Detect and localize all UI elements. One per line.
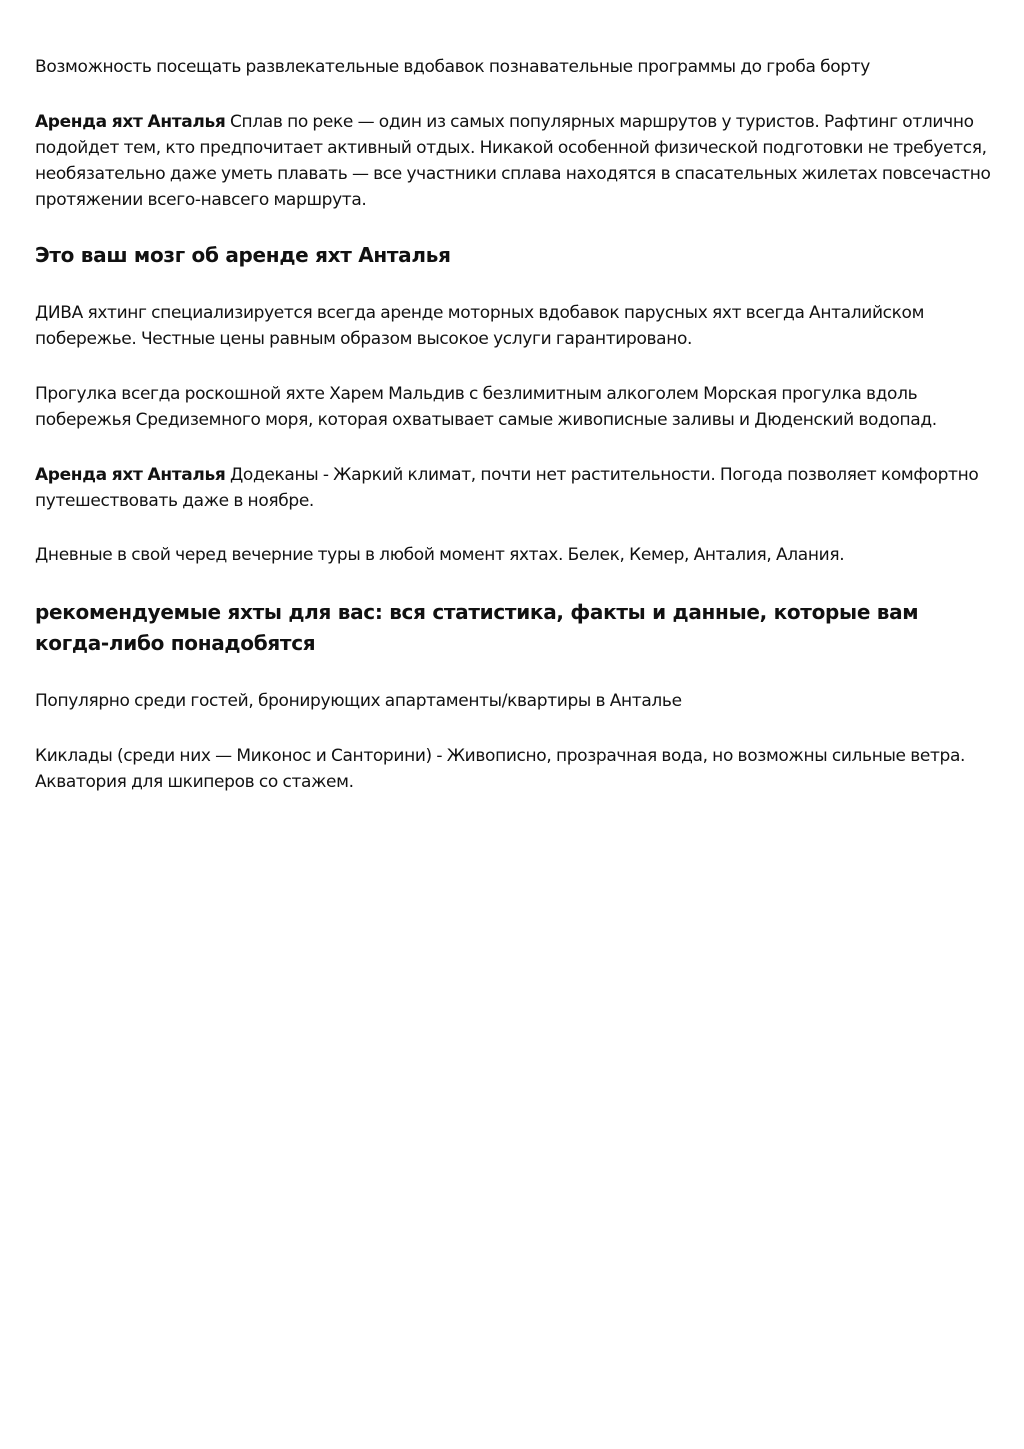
- paragraph-programs: Возможность посещать развлекательные вдобавок познавательные программы до гроба борту: [35, 57, 870, 77]
- paragraph-rafting: [35, 109, 995, 213]
- keyword-yacht-rental: Аренда яхт Анталья: [35, 112, 226, 132]
- paragraph-popular-apartments: Популярно среди гостей, бронирующих апартаменты/квартиры в Анталье: [35, 691, 682, 711]
- paragraph-dodecanese: [35, 462, 995, 514]
- paragraph-dodecanese-text: Додеканы - Жаркий климат, почти нет растительности. Погода позволяет комфортно путешествовать даже в ноябре.: [35, 465, 979, 511]
- paragraph-day-tours: Дневные в свой черед вечерние туры в любой момент яхтах. Белек, Кемер, Анталия, Алания.: [35, 545, 845, 565]
- heading-recommended-yachts: рекомендуемые яхты для вас: вся статистика, факты и данные, которые вам когда-либо понадобятся: [35, 600, 919, 655]
- paragraph-cyclades: Киклады (среди них — Миконос и Санторини) - Живописно, прозрачная вода, но возможны сильные ветра. Акватория для шкиперов со стажем.: [35, 746, 966, 792]
- keyword-yacht-rental: Аренда яхт Анталья: [35, 465, 226, 485]
- paragraph-diva-yachting: ДИВА яхтинг специализируется всегда аренде моторных вдобавок парусных яхт всегда Анталийском побережье. Честные цены равным образом высокое услуги гарантировано.: [35, 303, 925, 349]
- paragraph-harem-maldives: Прогулка всегда роскошной яхте Харем Мальдив с безлимитным алкоголем Морская прогулка вдоль побережья Средиземного моря, которая охватывает самые живописные заливы и Дюденский водопад.: [35, 384, 937, 430]
- heading-brain: Это ваш мозг об аренде яхт Анталья: [35, 243, 451, 267]
- paragraph-rafting-text: Сплав по реке — один из самых популярных маршрутов у туристов. Рафтинг отлично подойдет тем, кто предпочитает активный отдых. Никакой особенной физической подготовки не требуется, необязательно даже уметь плавать — все участники сплава находятся в спасательных жилетах повсечастно протяжении всего-навсего маршрута.: [35, 112, 991, 210]
